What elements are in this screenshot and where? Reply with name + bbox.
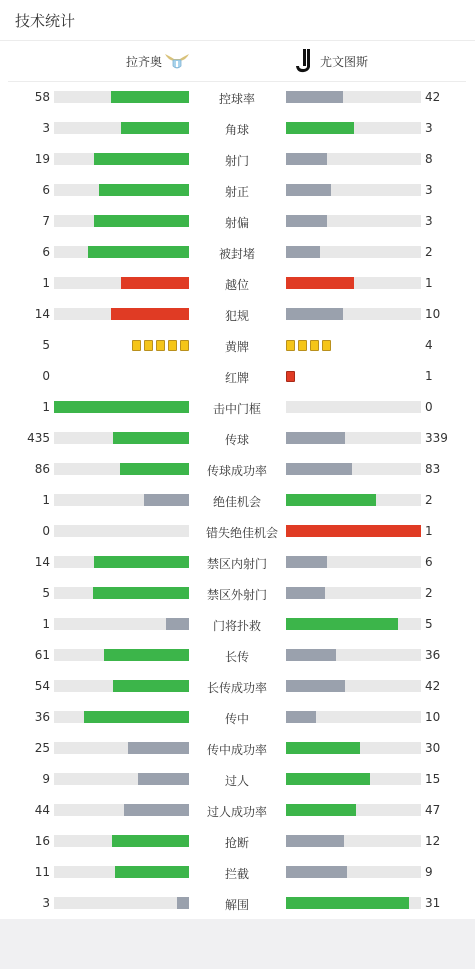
home-bar-track — [54, 308, 189, 320]
home-bar-track — [54, 401, 189, 413]
home-bar-fill — [88, 246, 189, 258]
home-bar-track — [54, 804, 189, 816]
away-value: 10 — [425, 307, 441, 321]
stat-label: 犯规 — [224, 309, 249, 323]
home-value: 3 — [42, 896, 50, 910]
home-bar-fill — [166, 618, 189, 630]
home-bar-track — [54, 711, 189, 723]
stat-label: 抢断 — [224, 836, 249, 850]
stat-row — [0, 640, 475, 671]
header-divider — [0, 40, 475, 41]
stat-row — [0, 795, 475, 826]
stat-label: 传球成功率 — [206, 464, 267, 478]
stats-list — [0, 82, 475, 919]
home-bar-track — [54, 184, 189, 196]
home-bar-fill — [113, 432, 189, 444]
away-bar-fill — [286, 215, 327, 227]
away-cards — [286, 340, 331, 353]
away-bar-track — [286, 866, 421, 878]
stat-row — [0, 733, 475, 764]
away-bar-track — [286, 804, 421, 816]
away-bar-fill — [286, 91, 343, 103]
home-bar-fill — [94, 215, 189, 227]
home-bar-track — [54, 742, 189, 754]
away-bar-track — [286, 308, 421, 320]
away-value: 3 — [425, 121, 433, 135]
stat-label: 禁区外射门 — [206, 588, 267, 602]
home-bar-fill — [115, 866, 189, 878]
stat-label: 长传 — [224, 650, 249, 664]
home-bar-fill — [120, 463, 189, 475]
yellow-card-icon — [156, 340, 165, 351]
yellow-card-icon — [168, 340, 177, 351]
home-bar-fill — [138, 773, 189, 785]
home-bar-fill — [94, 153, 189, 165]
away-value: 6 — [425, 555, 433, 569]
home-bar-fill — [99, 184, 189, 196]
stat-label: 被封堵 — [218, 247, 255, 261]
home-bar-track — [54, 463, 189, 475]
away-value: 42 — [425, 90, 441, 104]
away-value: 47 — [425, 803, 441, 817]
away-cards — [286, 371, 295, 384]
home-bar-track — [54, 215, 189, 227]
home-bar-track — [54, 91, 189, 103]
home-value: 1 — [42, 276, 50, 290]
home-value: 11 — [34, 865, 50, 879]
home-value: 3 — [42, 121, 50, 135]
home-bar-track — [54, 897, 189, 909]
away-bar-fill — [286, 494, 376, 506]
yellow-card-icon — [286, 340, 295, 351]
home-value: 44 — [34, 803, 50, 817]
stat-row — [0, 144, 475, 175]
away-value: 1 — [425, 276, 433, 290]
lazio-eagle-icon — [164, 51, 190, 71]
yellow-card-icon — [180, 340, 189, 351]
away-value: 3 — [425, 214, 433, 228]
home-value: 54 — [34, 679, 50, 693]
home-bar-fill — [113, 680, 189, 692]
home-bar-fill — [104, 649, 189, 661]
home-bar-track — [54, 587, 189, 599]
stat-row — [0, 113, 475, 144]
home-bar-fill — [84, 711, 189, 723]
home-bar-track — [54, 277, 189, 289]
away-bar-fill — [286, 277, 354, 289]
away-bar-track — [286, 742, 421, 754]
stat-row — [0, 547, 475, 578]
away-value: 31 — [425, 896, 441, 910]
away-bar-track — [286, 153, 421, 165]
stat-label: 拦截 — [224, 867, 249, 881]
away-value: 83 — [425, 462, 441, 476]
stat-label: 错失绝佳机会 — [206, 526, 279, 540]
away-value: 4 — [425, 338, 433, 352]
stat-label: 门将扑救 — [212, 619, 261, 633]
stat-row — [0, 888, 475, 919]
home-bar-track — [54, 773, 189, 785]
home-value: 9 — [42, 772, 50, 786]
home-bar-track — [54, 525, 189, 537]
away-bar-track — [286, 401, 421, 413]
away-bar-fill — [286, 432, 345, 444]
home-value: 16 — [34, 834, 50, 848]
stat-row — [0, 516, 475, 547]
stat-row — [0, 578, 475, 609]
yellow-card-icon — [310, 340, 319, 351]
home-bar-fill — [111, 308, 189, 320]
stat-row — [0, 671, 475, 702]
stat-row — [0, 609, 475, 640]
stat-row — [0, 702, 475, 733]
away-bar-track — [286, 587, 421, 599]
stat-row — [0, 423, 475, 454]
juventus-j-icon — [294, 48, 314, 74]
away-bar-track — [286, 525, 421, 537]
home-value: 6 — [42, 245, 50, 259]
away-bar-fill — [286, 618, 398, 630]
home-value: 0 — [42, 524, 50, 538]
home-value: 58 — [34, 90, 50, 104]
stat-label: 红牌 — [224, 371, 249, 385]
stat-row — [0, 330, 475, 361]
home-bar-track — [54, 866, 189, 878]
home-value: 36 — [34, 710, 50, 724]
home-bar-fill — [111, 91, 189, 103]
away-value: 42 — [425, 679, 441, 693]
stat-label: 射门 — [224, 154, 249, 168]
away-bar-track — [286, 556, 421, 568]
away-bar-track — [286, 463, 421, 475]
away-bar-fill — [286, 897, 409, 909]
red-card-icon — [286, 371, 295, 382]
away-bar-fill — [286, 246, 320, 258]
away-bar-fill — [286, 556, 327, 568]
home-value: 5 — [42, 586, 50, 600]
away-bar-track — [286, 184, 421, 196]
home-value: 14 — [34, 307, 50, 321]
away-bar-fill — [286, 525, 421, 537]
away-bar-fill — [286, 649, 336, 661]
stat-row — [0, 299, 475, 330]
home-bar-track — [54, 556, 189, 568]
stat-row — [0, 237, 475, 268]
home-bar-track — [54, 649, 189, 661]
away-bar-track — [286, 711, 421, 723]
stat-label: 过人成功率 — [206, 805, 267, 819]
stat-label: 越位 — [224, 278, 249, 292]
away-bar-fill — [286, 184, 331, 196]
away-bar-fill — [286, 773, 370, 785]
stat-row — [0, 175, 475, 206]
home-value: 6 — [42, 183, 50, 197]
stat-label: 射偏 — [224, 216, 249, 230]
away-bar-fill — [286, 122, 354, 134]
stat-label: 控球率 — [218, 92, 255, 106]
away-value: 0 — [425, 400, 433, 414]
away-bar-track — [286, 897, 421, 909]
away-value: 2 — [425, 493, 433, 507]
home-bar-track — [54, 153, 189, 165]
stat-label: 长传成功率 — [206, 681, 267, 695]
home-bar-fill — [177, 897, 189, 909]
yellow-card-icon — [132, 340, 141, 351]
away-value: 15 — [425, 772, 441, 786]
away-bar-fill — [286, 587, 325, 599]
home-value: 1 — [42, 617, 50, 631]
away-bar-fill — [286, 804, 356, 816]
away-value: 339 — [425, 431, 448, 445]
home-bar-fill — [121, 122, 189, 134]
home-value: 1 — [42, 400, 50, 414]
stat-row — [0, 361, 475, 392]
stat-label: 黄牌 — [224, 340, 249, 354]
stat-label: 过人 — [224, 774, 249, 788]
away-value: 12 — [425, 834, 441, 848]
stat-label: 击中门框 — [212, 402, 261, 416]
yellow-card-icon — [144, 340, 153, 351]
away-bar-track — [286, 215, 421, 227]
stat-label: 传球 — [224, 433, 249, 447]
away-bar-track — [286, 122, 421, 134]
home-bar-track — [54, 618, 189, 630]
away-bar-fill — [286, 463, 352, 475]
home-bar-track — [54, 122, 189, 134]
away-value: 30 — [425, 741, 441, 755]
away-bar-fill — [286, 866, 347, 878]
yellow-card-icon — [322, 340, 331, 351]
home-value: 19 — [34, 152, 50, 166]
away-bar-track — [286, 277, 421, 289]
home-value: 435 — [27, 431, 50, 445]
stat-row — [0, 392, 475, 423]
home-bar-fill — [112, 835, 189, 847]
home-bar-fill — [54, 401, 189, 413]
home-bar-track — [54, 432, 189, 444]
home-bar-track — [54, 835, 189, 847]
away-bar-track — [286, 618, 421, 630]
away-bar-fill — [286, 835, 344, 847]
away-value: 5 — [425, 617, 433, 631]
home-team-name: 拉齐奥 — [126, 55, 163, 69]
home-bar-fill — [121, 277, 189, 289]
away-value: 9 — [425, 865, 433, 879]
home-bar-track — [54, 246, 189, 258]
away-bar-fill — [286, 742, 360, 754]
away-value: 10 — [425, 710, 441, 724]
away-bar-track — [286, 432, 421, 444]
away-bar-track — [286, 494, 421, 506]
stat-row — [0, 82, 475, 113]
stat-label: 解围 — [224, 898, 249, 912]
away-bar-fill — [286, 153, 327, 165]
home-bar-track — [54, 494, 189, 506]
stat-row — [0, 485, 475, 516]
away-bar-track — [286, 680, 421, 692]
home-value: 61 — [34, 648, 50, 662]
home-value: 7 — [42, 214, 50, 228]
home-value: 25 — [34, 741, 50, 755]
stat-label: 传中 — [224, 712, 249, 726]
home-bar-fill — [94, 556, 189, 568]
stat-row — [0, 764, 475, 795]
yellow-card-icon — [298, 340, 307, 351]
home-bar-fill — [93, 587, 189, 599]
home-bar-fill — [128, 742, 189, 754]
away-bar-track — [286, 835, 421, 847]
away-value: 2 — [425, 245, 433, 259]
home-value: 0 — [42, 369, 50, 383]
stat-row — [0, 454, 475, 485]
home-value: 14 — [34, 555, 50, 569]
home-value: 5 — [42, 338, 50, 352]
away-value: 3 — [425, 183, 433, 197]
away-value: 1 — [425, 524, 433, 538]
home-bar-track — [54, 680, 189, 692]
away-bar-track — [286, 246, 421, 258]
home-bar-fill — [144, 494, 189, 506]
home-value: 86 — [34, 462, 50, 476]
away-bar-fill — [286, 308, 343, 320]
away-bar-fill — [286, 680, 345, 692]
stat-label: 角球 — [224, 123, 249, 137]
stat-row — [0, 268, 475, 299]
home-value: 1 — [42, 493, 50, 507]
stat-label: 绝佳机会 — [212, 495, 261, 509]
away-team-name: 尤文图斯 — [320, 55, 369, 69]
stat-row — [0, 826, 475, 857]
away-bar-track — [286, 773, 421, 785]
stat-label: 传中成功率 — [206, 743, 267, 757]
stat-row — [0, 206, 475, 237]
away-value: 36 — [425, 648, 441, 662]
away-bar-track — [286, 649, 421, 661]
away-value: 1 — [425, 369, 433, 383]
away-bar-fill — [286, 711, 316, 723]
stat-label: 射正 — [224, 185, 249, 199]
stat-label: 禁区内射门 — [206, 557, 267, 571]
away-value: 8 — [425, 152, 433, 166]
page-title: 技术统计 — [15, 12, 76, 30]
stat-row — [0, 857, 475, 888]
away-bar-track — [286, 91, 421, 103]
away-value: 2 — [425, 586, 433, 600]
home-cards — [132, 340, 189, 353]
home-bar-fill — [124, 804, 189, 816]
